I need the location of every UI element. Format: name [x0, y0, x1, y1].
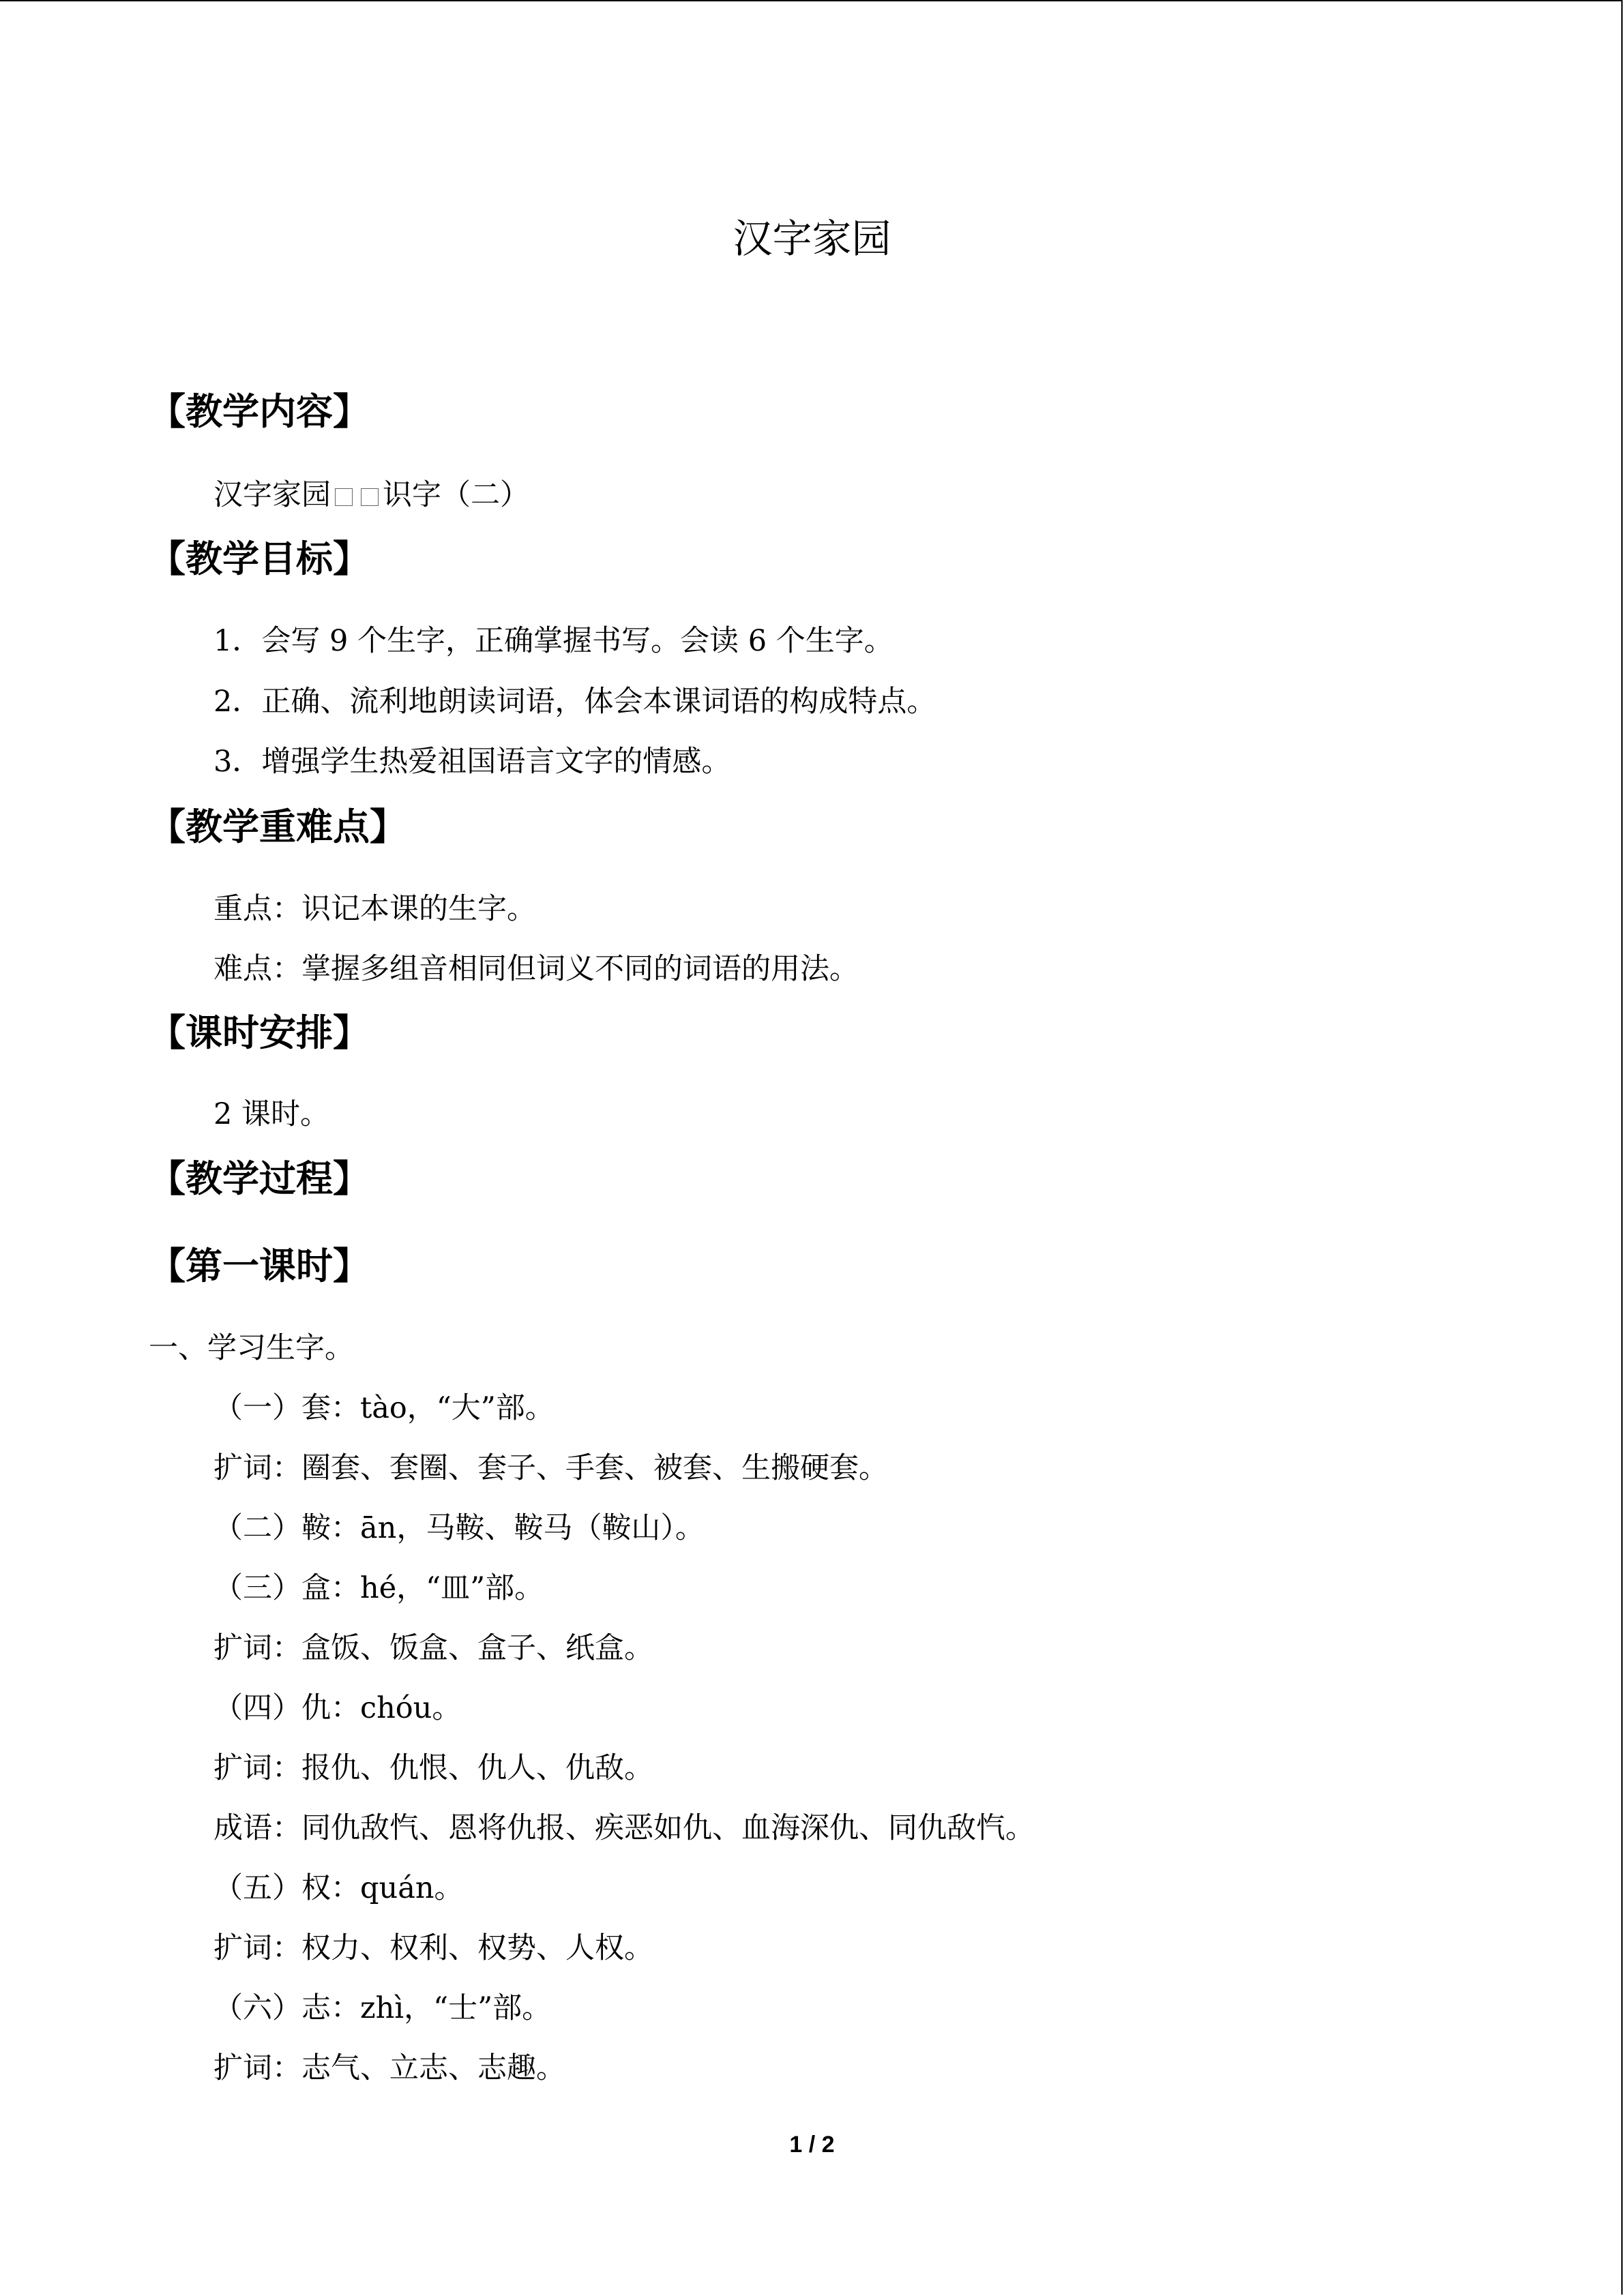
lesson-line: 扩词：志气、立志、志趣。 — [213, 2051, 565, 2085]
key-point-item: 难点：掌握多组音相同但词义不同的词语的用法。 — [213, 952, 859, 986]
lesson-line: （五）权：quán。 — [213, 1871, 464, 1905]
lesson-line: （三）盒：hé，“皿”部。 — [213, 1571, 544, 1605]
lesson-line: 扩词：盒饭、饭盒、盒子、纸盒。 — [213, 1631, 653, 1665]
heading-schedule: 【课时安排】 — [149, 1011, 370, 1054]
lesson-line: 扩词：权力、权利、权势、人权。 — [213, 1931, 653, 1965]
lesson-line: （六）志：zhì，“士”部。 — [213, 1991, 552, 2025]
heading-lesson1: 【第一课时】 — [149, 1244, 370, 1287]
lesson-line: 扩词：圈套、套圈、套子、手套、被套、生搬硬套。 — [213, 1451, 888, 1485]
heading-process: 【教学过程】 — [149, 1157, 370, 1200]
goal-item: 3．增强学生热爱祖国语言文字的情感。 — [213, 745, 731, 779]
lesson-line: （二）鞍：ān，马鞍、鞍马（鞍山）。 — [213, 1511, 705, 1545]
heading-content: 【教学内容】 — [149, 390, 370, 433]
heading-goals: 【教学目标】 — [149, 537, 370, 580]
lesson-line: 成语：同仇敌忾、恩将仇报、疾恶如仇、血海深仇、同仇敌忾。 — [213, 1811, 1035, 1845]
page-title: 汉字家园 — [733, 215, 891, 262]
goal-item: 1．会写 9 个生字，正确掌握书写。会读 6 个生字。 — [213, 624, 894, 658]
lesson-line: 扩词：报仇、仇恨、仇人、仇敌。 — [213, 1751, 653, 1785]
goal-item: 2．正确、流利地朗读词语，体会本课词语的构成特点。 — [213, 685, 936, 719]
step-heading: 一、学习生字。 — [149, 1331, 354, 1365]
lesson-line: （一）套：tào，“大”部。 — [213, 1391, 555, 1425]
page-number: 1 / 2 — [789, 2132, 835, 2158]
lesson-line: （四）仇：chóu。 — [213, 1691, 462, 1725]
heading-key-points: 【教学重难点】 — [149, 805, 407, 848]
placeholder-box-icon — [335, 488, 353, 506]
placeholder-box-icon — [361, 488, 379, 506]
content-line — [213, 475, 529, 516]
schedule-text: 2 课时。 — [213, 1097, 330, 1131]
content-line-prefix: 汉字家园 — [213, 478, 331, 512]
key-point-item: 重点：识记本课的生字。 — [213, 892, 536, 926]
content-line-suffix: 识字（二） — [383, 478, 529, 512]
